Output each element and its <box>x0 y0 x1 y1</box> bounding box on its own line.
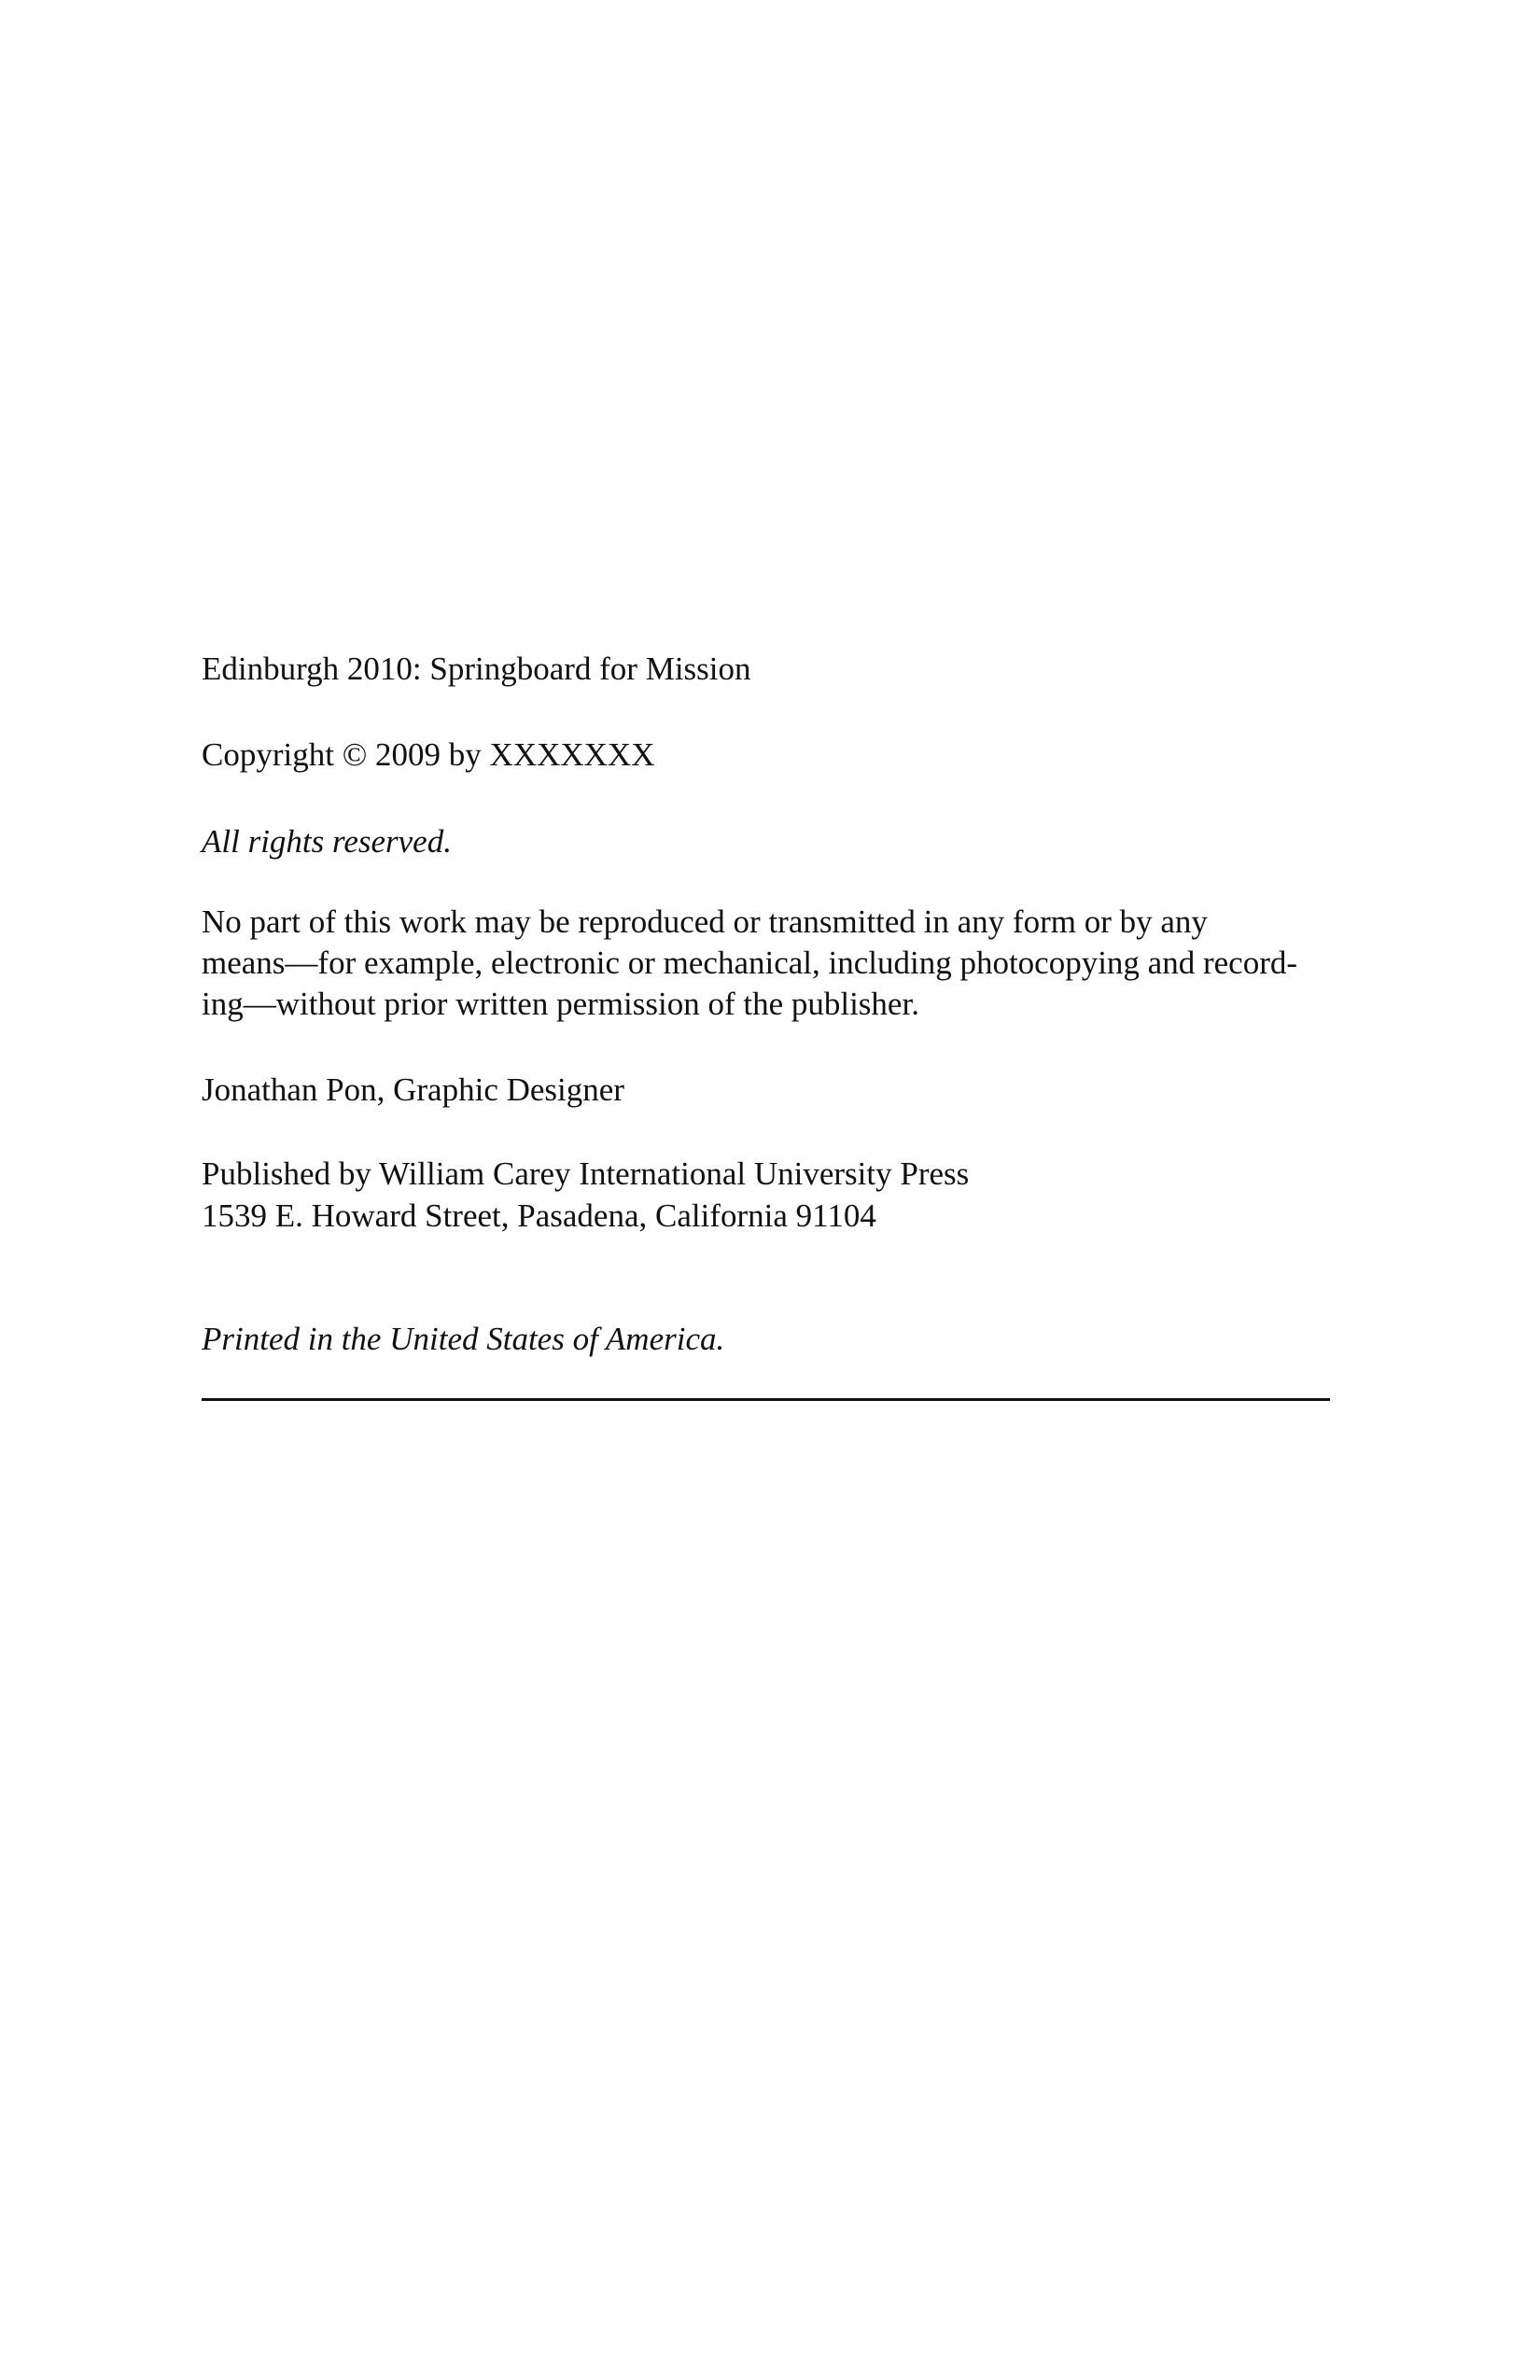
notice-line-2: means—for example, electronic or mechanical, including photocopying and record- <box>202 945 1298 981</box>
notice-line-3: ing—without prior written permission of the publisher. <box>202 986 919 1022</box>
reproduction-notice <box>202 902 1330 1025</box>
publisher-line: Published by William Carey International University Press <box>202 1155 970 1192</box>
notice-line-1: No part of this work may be reproduced or transmitted in any form or by any <box>202 903 1208 940</box>
rights-reserved: All rights reserved. <box>202 823 452 860</box>
graphic-designer-credit: Jonathan Pon, Graphic Designer <box>202 1071 624 1108</box>
publisher-address: 1539 E. Howard Street, Pasadena, California 91104 <box>202 1197 876 1234</box>
copyright-line: Copyright © 2009 by XXXXXXX <box>202 736 655 773</box>
printed-in-line: Printed in the United States of America. <box>202 1321 725 1357</box>
bottom-rule <box>202 1398 1330 1401</box>
book-title: Edinburgh 2010: Springboard for Mission <box>202 651 751 687</box>
